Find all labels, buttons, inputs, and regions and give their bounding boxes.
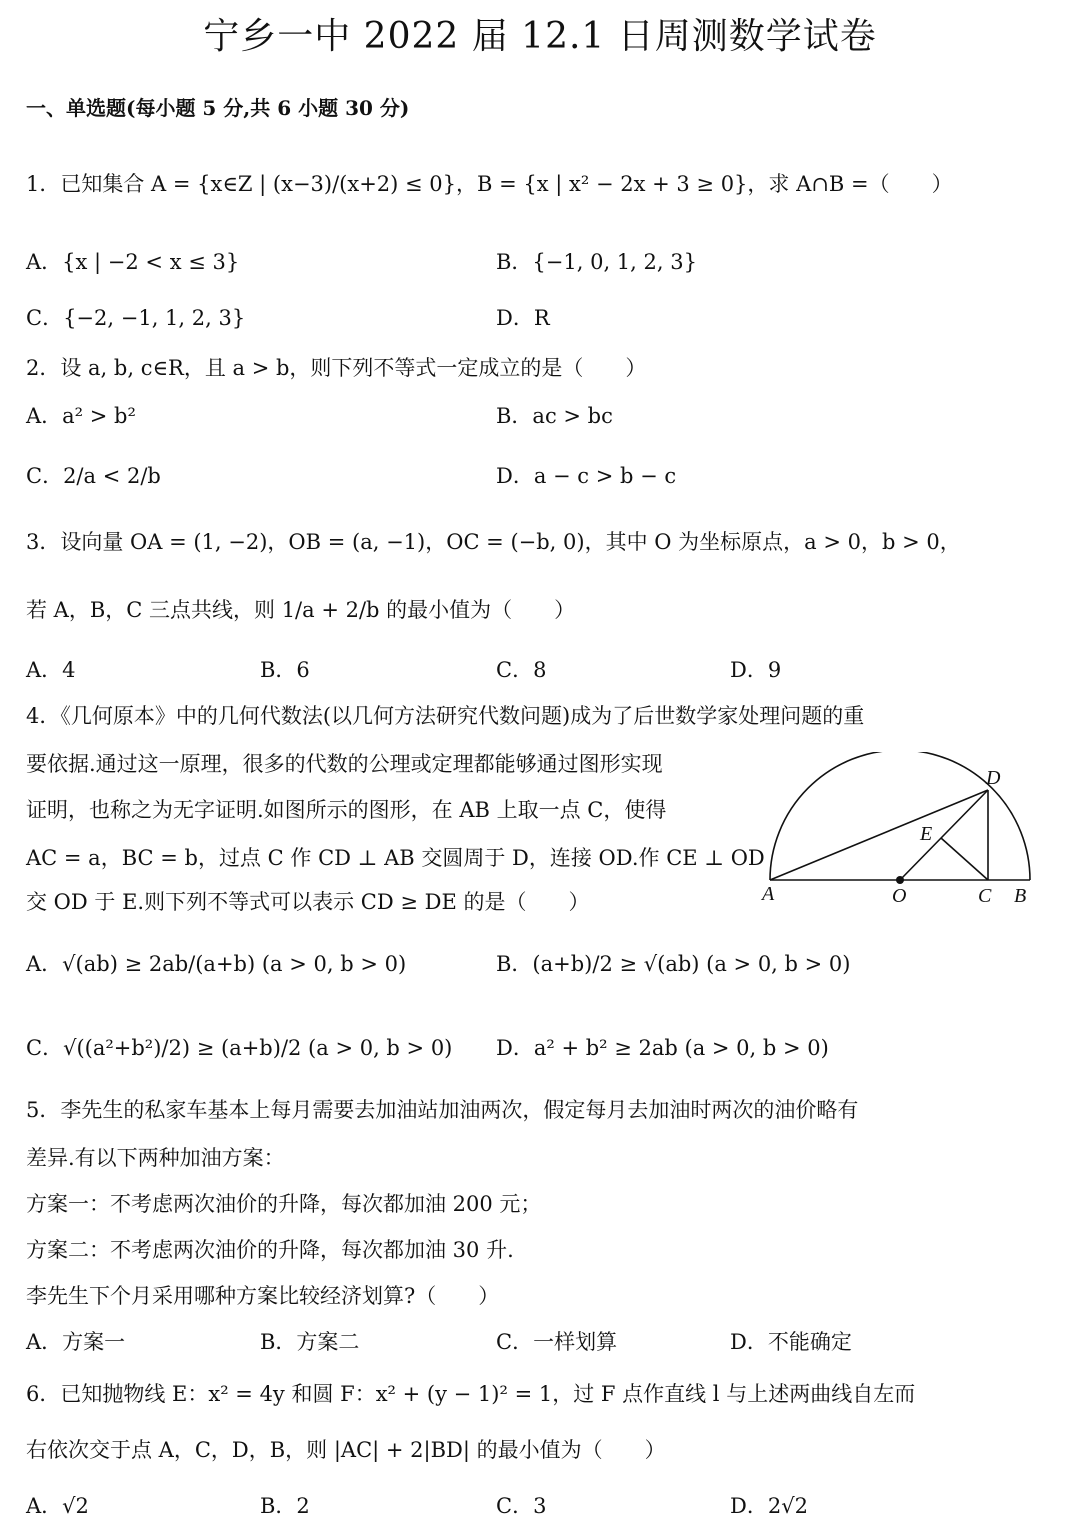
q6-option-b[interactable]: B．2 [260,1494,310,1518]
q1-option-d[interactable]: D．R [496,306,550,330]
segment-od [900,790,988,880]
q4-stem-line3: 证明，也称之为无字证明.如图所示的图形，在 AB 上取一点 C，使得 [26,798,667,822]
q4-option-a[interactable]: A．√(ab) ≥ 2ab/(a+b) (a > 0, b > 0) [26,952,407,976]
q2-option-a[interactable]: A．a² > b² [26,404,136,428]
q2-option-c[interactable]: C．2/a < 2/b [26,464,161,488]
q4-semicircle-figure [756,752,1046,912]
q3-option-b[interactable]: B．6 [260,658,310,682]
label-o: O [892,885,907,907]
page-title: 宁乡一中 2022 届 12.1 日周测数学试卷 [203,16,877,57]
q4-stem-line1: 4．《几何原本》中的几何代数法(以几何方法研究代数问题)成为了后世数学家处理问题的重 [26,704,865,728]
q3-option-d[interactable]: D．9 [730,658,782,682]
q3-stem-line1: 3．设向量 OA = (1, −2)，OB = (a, −1)，OC = (−b, 0)，其中 O 为坐标原点，a > 0，b > 0， [26,530,961,554]
label-c: C [978,885,992,907]
section-heading: 一、单选题(每小题 5 分,共 6 小题 30 分) [26,96,410,120]
q6-option-a[interactable]: A．√2 [26,1494,89,1518]
q4-stem-line2: 要依据.通过这一原理，很多的代数的公理或定理都能够通过图形实现 [26,752,663,776]
center-point-o [896,876,904,884]
chord-ad [770,790,988,880]
q1-option-c[interactable]: C．{−2, −1, 1, 2, 3} [26,306,246,330]
q4-option-d[interactable]: D．a² + b² ≥ 2ab (a > 0, b > 0) [496,1036,829,1060]
q3-option-a[interactable]: A．4 [26,658,76,682]
q3-stem-line2: 若 A，B，C 三点共线，则 1/a + 2/b 的最小值为（ ） [26,598,576,622]
q1-option-b[interactable]: B．{−1, 0, 1, 2, 3} [496,250,697,274]
q5-stem-line1: 5．李先生的私家车基本上每月需要去加油站加油两次，假定每月去加油时两次的油价略有 [26,1098,859,1122]
q5-option-a[interactable]: A．方案一 [26,1330,126,1354]
q2-option-b[interactable]: B．ac > bc [496,404,613,428]
segment-ce [941,838,988,880]
q4-stem-line4: AC = a，BC = b，过点 C 作 CD ⊥ AB 交圆周于 D，连接 OD.作 CE ⊥ OD [26,846,765,870]
q5-plan-two: 方案二：不考虑两次油价的升降，每次都加油 30 升. [26,1238,514,1262]
q2-option-d[interactable]: D．a − c > b − c [496,464,677,488]
q3-option-c[interactable]: C．8 [496,658,547,682]
q6-stem-line2: 右依次交于点 A，C，D，B，则 |AC| + 2|BD| 的最小值为（ ） [26,1438,666,1462]
q5-option-d[interactable]: D．不能确定 [730,1330,852,1354]
q4-option-c[interactable]: C．√((a²+b²)/2) ≥ (a+b)/2 (a > 0, b > 0) [26,1036,453,1060]
label-d: D [986,767,1001,789]
label-e: E [920,823,933,845]
q5-option-b[interactable]: B．方案二 [260,1330,360,1354]
q6-stem-line1: 6．已知抛物线 E：x² = 4y 和圆 F：x² + (y − 1)² = 1，过 F 点作直线 l 与上述两曲线自左而 [26,1382,916,1406]
q4-stem-line5: 交 OD 于 E.则下列不等式可以表示 CD ≥ DE 的是（ ） [26,890,590,914]
q6-option-c[interactable]: C．3 [496,1494,547,1518]
q2-stem: 2．设 a, b, c∈R，且 a > b，则下列不等式一定成立的是（ ） [26,356,647,380]
q4-option-b[interactable]: B．(a+b)/2 ≥ √(ab) (a > 0, b > 0) [496,952,851,976]
q1-stem: 1．已知集合 A = {x∈Z | (x−3)/(x+2) ≤ 0}，B = {x | x² − 2x + 3 ≥ 0}，求 A∩B =（ ） [26,172,953,196]
q5-stem-line2: 差异.有以下两种加油方案： [26,1146,285,1170]
q1-option-a[interactable]: A．{x | −2 < x ≤ 3} [26,250,240,274]
q5-option-c[interactable]: C．一样划算 [496,1330,618,1354]
label-b: B [1014,885,1027,907]
q5-question: 李先生下个月采用哪种方案比较经济划算?（ ） [26,1284,500,1308]
q5-plan-one: 方案一：不考虑两次油价的升降，每次都加油 200 元； [26,1192,542,1216]
q6-option-d[interactable]: D．2√2 [730,1494,808,1518]
label-a: A [762,883,775,905]
